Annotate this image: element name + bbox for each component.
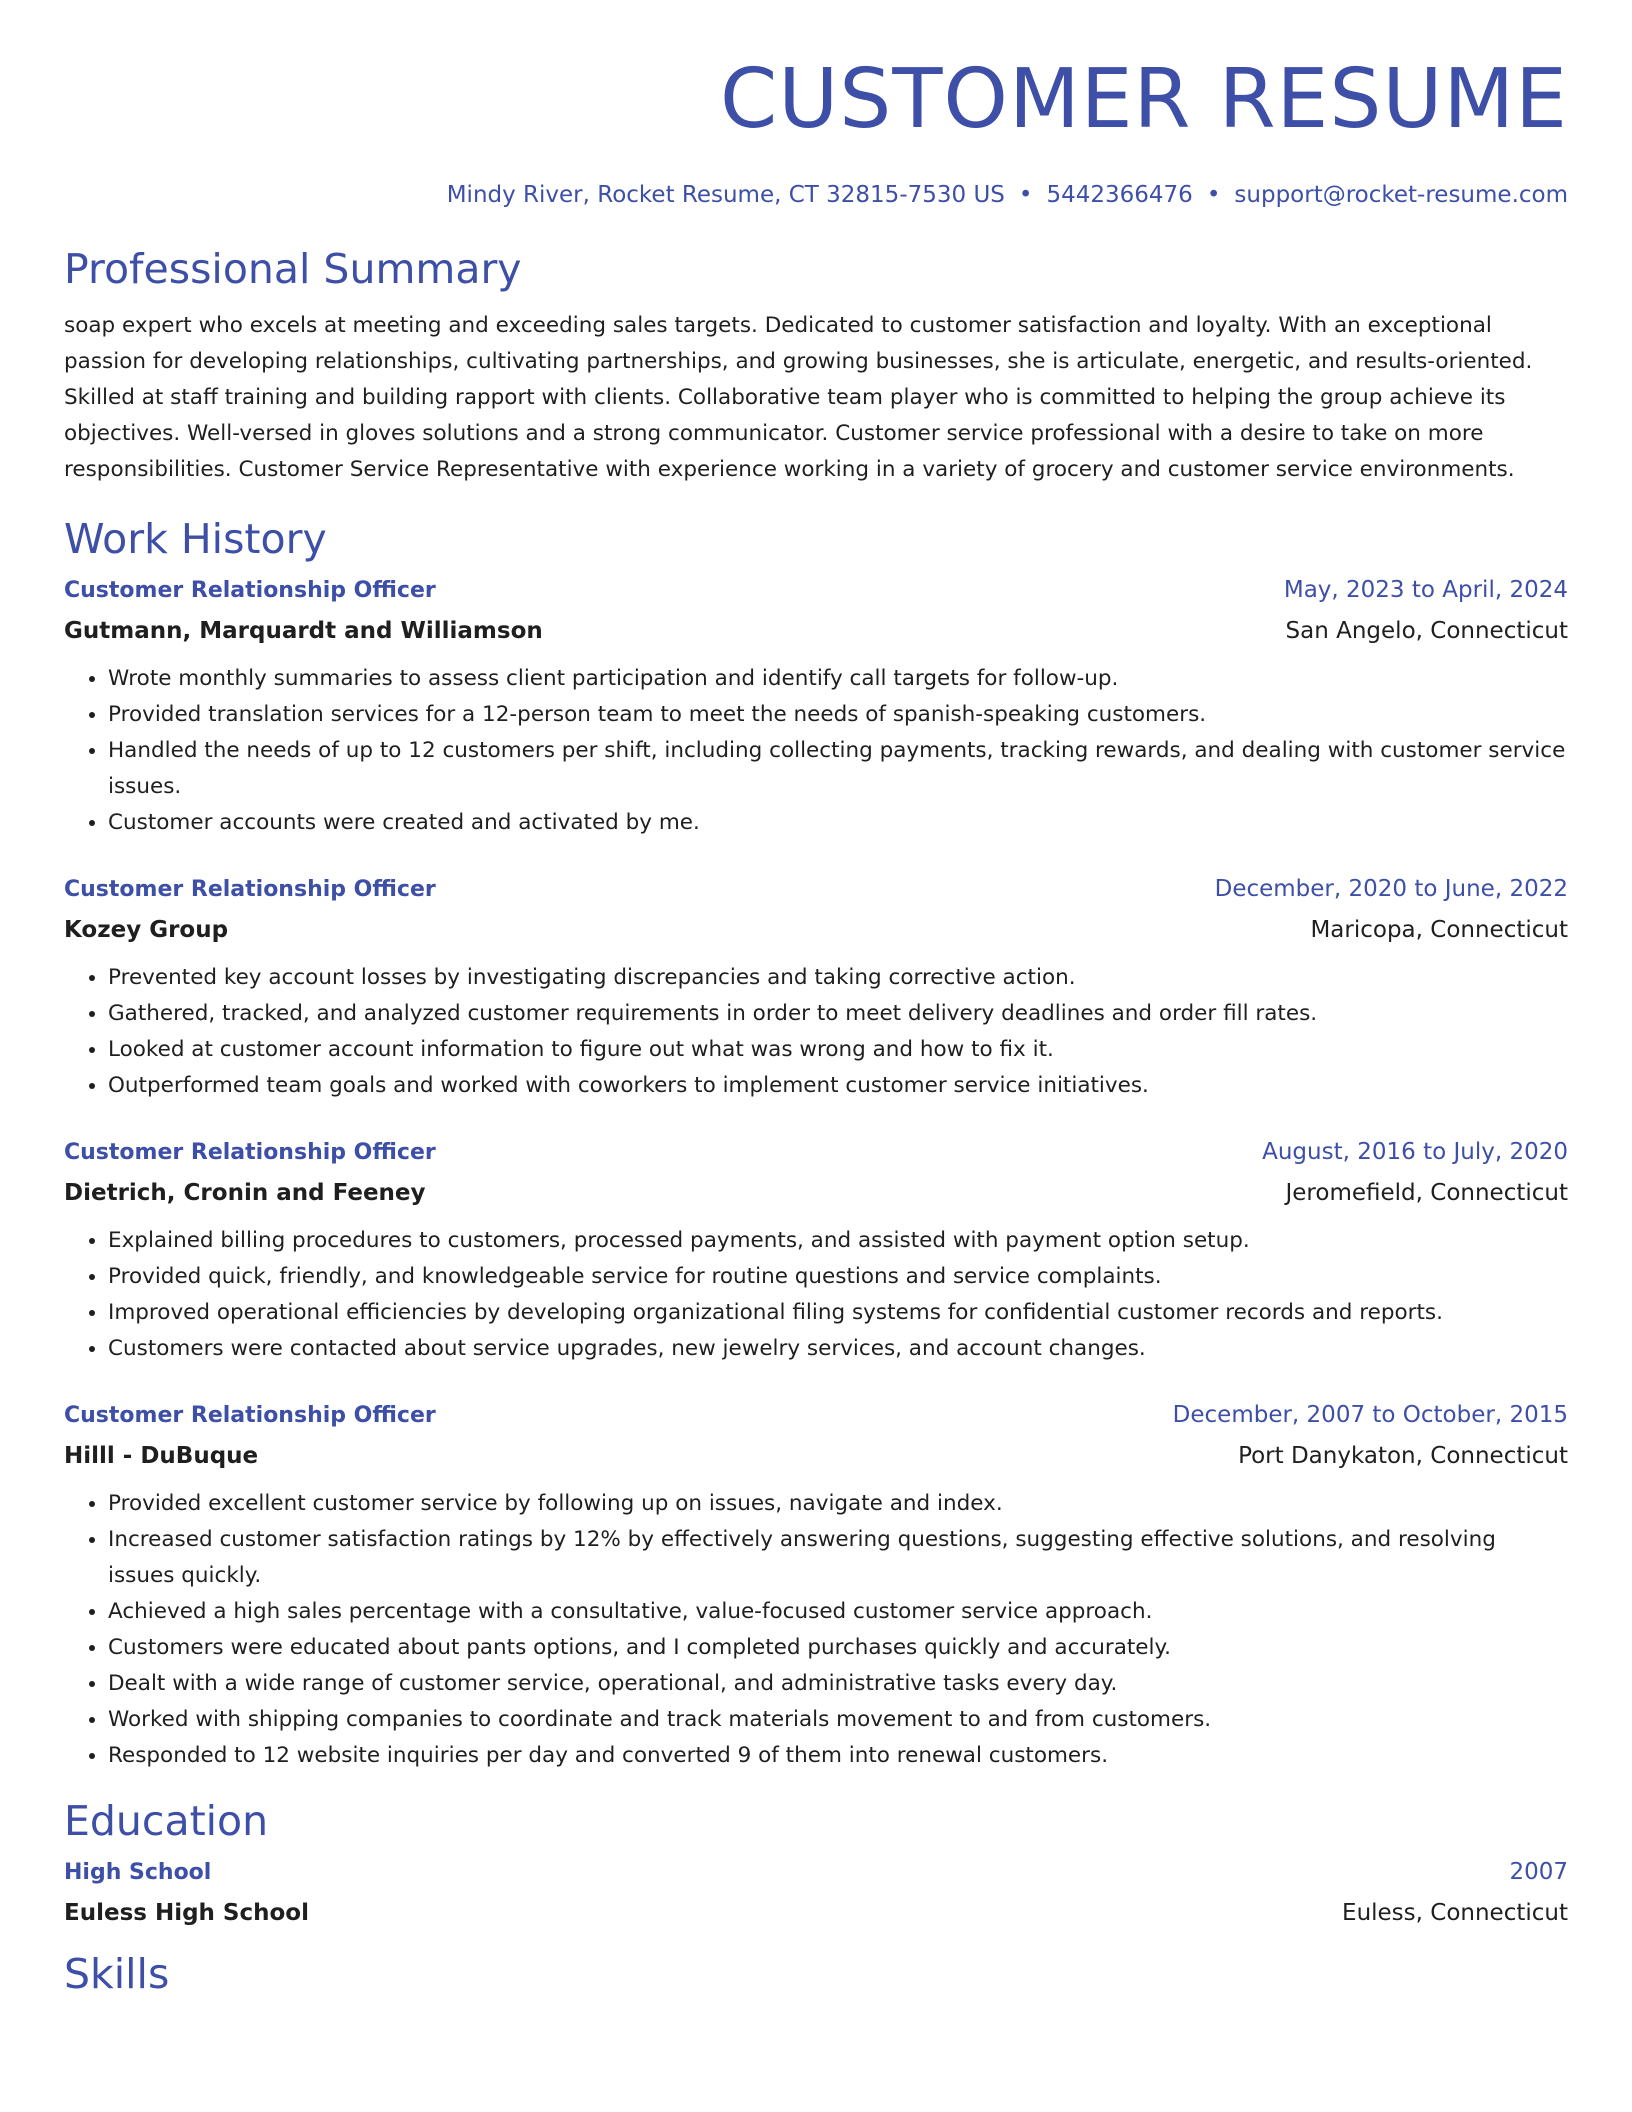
job-bullet: • Dealt with a wide range of customer service, operational, and administrative tasks every day.: [108, 1666, 1568, 1702]
job-dates: December, 2020 to June, 2022: [1214, 876, 1568, 902]
job-bullet: • Customer accounts were created and activated by me.: [108, 805, 1568, 841]
job-bullet: • Provided quick, friendly, and knowledgeable service for routine questions and service complaints.: [108, 1259, 1568, 1295]
contact-email: support@rocket-resume.com: [1234, 182, 1568, 208]
job-bullet: • Gathered, tracked, and analyzed customer requirements in order to meet delivery deadlines and order fill rates.: [108, 996, 1568, 1032]
summary-text: soap expert who excels at meeting and exceeding sales targets. Dedicated to customer satisfaction and loyalty. With an exceptional passion for developing relationships, cultivating partnerships, and growing businesses, she is articulate, energetic, and results-oriented. Skilled at staff training and building rapport with clients. Collaborative team player who is committed to helping the group achieve its objectives. Well-versed in gloves solutions and a strong communicator. Customer service professional with a desire to take on more responsibilities. Customer Service Representative with experience working in a variety of grocery and customer service environments.: [64, 313, 1533, 482]
job-bullet-list: [64, 661, 1568, 841]
job-bullet: • Customers were educated about pants options, and I completed purchases quickly and accurately.: [108, 1630, 1568, 1666]
job-bullet: • Improved operational efficiencies by developing organizational filing systems for confidential customer records and reports.: [108, 1295, 1568, 1331]
job-bullet-list: [64, 1223, 1568, 1367]
job-company: Dietrich, Cronin and Feeney: [64, 1180, 426, 1206]
job-bullet: • Explained billing procedures to customers, processed payments, and assisted with payment option setup.: [108, 1223, 1568, 1259]
job-bullet: • Handled the needs of up to 12 customers per shift, including collecting payments, tracking rewards, and dealing with customer service issues.: [108, 733, 1568, 805]
work-history-list: [64, 570, 1568, 1774]
job-bullet: • Outperformed team goals and worked with coworkers to implement customer service initiatives.: [108, 1068, 1568, 1104]
job-dates: May, 2023 to April, 2024: [1283, 577, 1568, 603]
job-entry: [64, 1395, 1568, 1774]
resume-header: [64, 0, 1568, 210]
job-location: San Angelo, Connecticut: [1285, 618, 1568, 644]
job-entry: [64, 869, 1568, 1104]
contact-separator: •: [1018, 182, 1033, 208]
education-degree: High School: [64, 1860, 212, 1885]
job-role: Customer Relationship Officer: [64, 1140, 436, 1165]
job-bullet: • Customers were contacted about service upgrades, new jewelry services, and account changes.: [108, 1331, 1568, 1367]
job-bullet: • Responded to 12 website inquiries per day and converted 9 of them into renewal customers.: [108, 1738, 1568, 1774]
contact-line: [64, 180, 1568, 210]
education-location: Euless, Connecticut: [1342, 1900, 1568, 1926]
job-bullet: • Prevented key account losses by investigating discrepancies and taking corrective action.: [108, 960, 1568, 996]
education-entry: [64, 1852, 1568, 1933]
job-company: Gutmann, Marquardt and Williamson: [64, 618, 543, 644]
job-role: Customer Relationship Officer: [64, 578, 436, 603]
job-location: Port Danykaton, Connecticut: [1238, 1443, 1568, 1469]
education-heading: Education: [64, 1797, 269, 1845]
education-year: 2007: [1509, 1859, 1568, 1885]
resume-title: CUSTOMER RESUME: [720, 52, 1568, 147]
job-dates: December, 2007 to October, 2015: [1172, 1402, 1568, 1428]
job-bullet: • Provided excellent customer service by following up on issues, navigate and index.: [108, 1486, 1568, 1522]
summary-heading: Professional Summary: [64, 245, 522, 293]
job-company: Hilll - DuBuque: [64, 1443, 259, 1469]
job-bullet: • Worked with shipping companies to coordinate and track materials movement to and from customers.: [108, 1702, 1568, 1738]
contact-separator: •: [1206, 182, 1221, 208]
job-role: Customer Relationship Officer: [64, 877, 436, 902]
job-dates: August, 2016 to July, 2020: [1262, 1139, 1568, 1165]
work-history-heading: Work History: [64, 515, 327, 563]
skills-heading: Skills: [64, 1950, 170, 1998]
job-bullet-list: [64, 960, 1568, 1104]
job-location: Maricopa, Connecticut: [1310, 917, 1568, 943]
job-entry: [64, 570, 1568, 841]
job-bullet: • Looked at customer account information to figure out what was wrong and how to fix it.: [108, 1032, 1568, 1068]
contact-address: Mindy River, Rocket Resume, CT 32815-7530 US: [446, 182, 1005, 208]
job-bullet: • Provided translation services for a 12-person team to meet the needs of spanish-speaking customers.: [108, 697, 1568, 733]
job-role: Customer Relationship Officer: [64, 1403, 436, 1428]
job-bullet: • Increased customer satisfaction ratings by 12% by effectively answering questions, suggesting effective solutions, and resolving issues quickly.: [108, 1522, 1568, 1594]
job-bullet: • Wrote monthly summaries to assess client participation and identify call targets for follow-up.: [108, 661, 1568, 697]
job-location: Jeromefield, Connecticut: [1285, 1180, 1568, 1206]
job-entry: [64, 1132, 1568, 1367]
job-bullet: • Achieved a high sales percentage with a consultative, value-focused customer service approach.: [108, 1594, 1568, 1630]
education-school: Euless High School: [64, 1900, 309, 1926]
job-company: Kozey Group: [64, 917, 229, 943]
contact-phone: 5442366476: [1046, 182, 1193, 208]
job-bullet-list: [64, 1486, 1568, 1774]
